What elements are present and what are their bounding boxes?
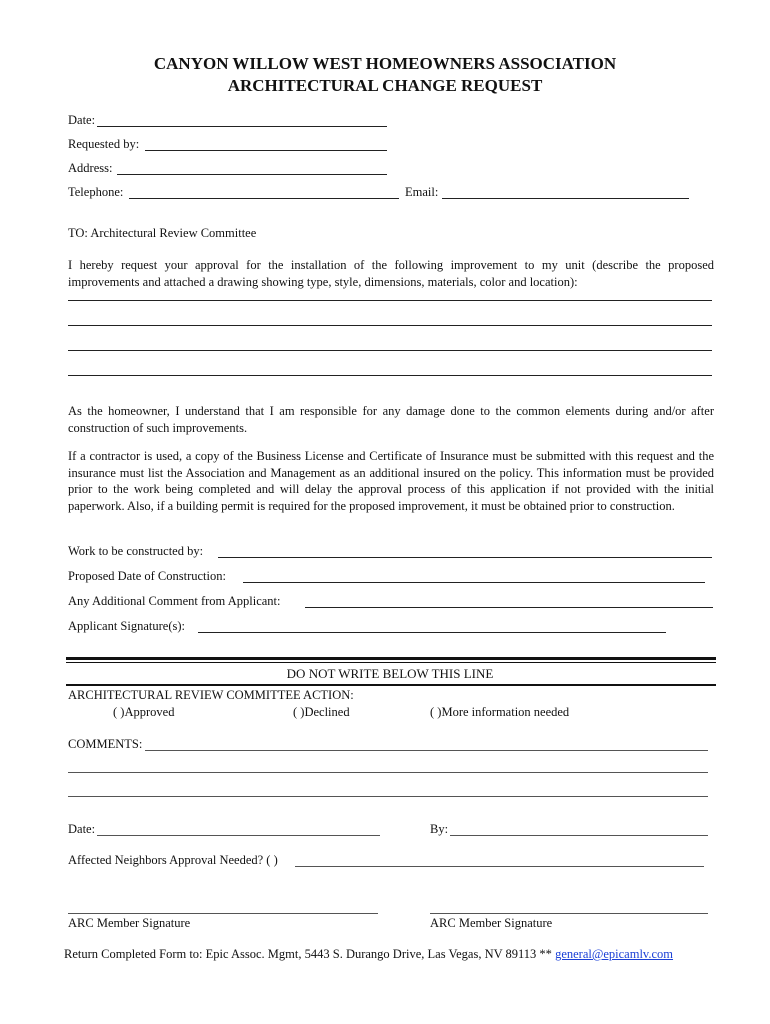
option-declined[interactable]: ( )Declined — [293, 705, 350, 719]
arc-signature-line-right[interactable] — [430, 913, 708, 914]
proposed-date-field[interactable] — [243, 582, 705, 583]
work-by-field[interactable] — [218, 557, 712, 558]
requested-by-field[interactable] — [145, 150, 387, 151]
return-address-text: Return Completed Form to: Epic Assoc. Mgmt, 5443 S. Durango Drive, Las Vegas, NV 89113 ** — [64, 947, 556, 961]
date-field[interactable] — [97, 126, 387, 127]
arc-signature-label-left: ARC Member Signature — [68, 916, 191, 930]
by-label: By: — [430, 822, 449, 836]
arc-signature-line-left[interactable] — [68, 913, 378, 914]
to-committee-text: TO: Architectural Review Committee — [68, 226, 257, 240]
neighbors-approval-label: Affected Neighbors Approval Needed? ( ) — [68, 853, 278, 867]
option-more-info[interactable]: ( )More information needed — [430, 705, 570, 719]
applicant-signature-label: Applicant Signature(s): — [68, 619, 185, 633]
additional-comment-field[interactable] — [305, 607, 713, 608]
description-line-4[interactable] — [68, 375, 712, 376]
address-label: Address: — [68, 161, 113, 175]
divider-bottom — [66, 684, 716, 686]
work-by-label: Work to be constructed by: — [68, 544, 204, 558]
committee-date-label: Date: — [68, 822, 96, 836]
description-line-3[interactable] — [68, 350, 712, 351]
form-title-line2: ARCHITECTURAL CHANGE REQUEST — [227, 76, 543, 95]
arc-signature-label-right: ARC Member Signature — [430, 916, 553, 930]
requested-by-label: Requested by: — [68, 137, 140, 151]
homeowner-responsibility-paragraph: As the homeowner, I understand that I am responsible for any damage done to the common elements during and/or after construction of such improvements. — [68, 404, 714, 435]
comments-line-3[interactable] — [68, 796, 708, 797]
committee-date-field[interactable] — [97, 835, 380, 836]
option-approved[interactable]: ( )Approved — [113, 705, 175, 719]
email-label: Email: — [405, 185, 439, 199]
telephone-field[interactable] — [129, 198, 399, 199]
address-field[interactable] — [117, 174, 387, 175]
request-paragraph: I hereby request your approval for the installation of the following improvement to my unit (describe the proposed improvements and attached a drawing showing type, style, dimensions, materials, color and location): — [68, 258, 714, 289]
proposed-date-label: Proposed Date of Construction: — [68, 569, 226, 583]
contractor-paragraph: If a contractor is used, a copy of the Business License and Certificate of Insurance must be submitted with this request and the insurance must list the Association and Management as an additional insured on the policy. This information must be provided prior to the work being completed and will delay the approval process of this application if not provided with the initial paperwork. Also, if a building permit is required for the proposed improvement, it must be obtained prior to construction. — [68, 449, 714, 513]
applicant-signature-field[interactable] — [198, 632, 666, 633]
form-title-line1: CANYON WILLOW WEST HOMEOWNERS ASSOCIATION — [153, 54, 617, 73]
additional-comment-label: Any Additional Comment from Applicant: — [68, 594, 281, 608]
neighbors-approval-field[interactable] — [295, 866, 704, 867]
description-line-2[interactable] — [68, 325, 712, 326]
contact-email-link[interactable]: general@epicamlv.com — [555, 947, 674, 961]
do-not-write-text: DO NOT WRITE BELOW THIS LINE — [286, 666, 494, 681]
date-label: Date: — [68, 113, 96, 127]
by-field[interactable] — [450, 835, 708, 836]
divider-top-thick — [66, 657, 716, 660]
email-field[interactable] — [442, 198, 689, 199]
committee-action-label: ARCHITECTURAL REVIEW COMMITTEE ACTION: — [68, 688, 354, 702]
return-instructions — [64, 947, 673, 962]
comments-line-1[interactable] — [145, 750, 708, 751]
comments-label: COMMENTS: — [68, 737, 143, 751]
comments-line-2[interactable] — [68, 772, 708, 773]
divider-top-thin — [66, 662, 716, 663]
telephone-label: Telephone: — [68, 185, 124, 199]
description-line-1[interactable] — [68, 300, 712, 301]
